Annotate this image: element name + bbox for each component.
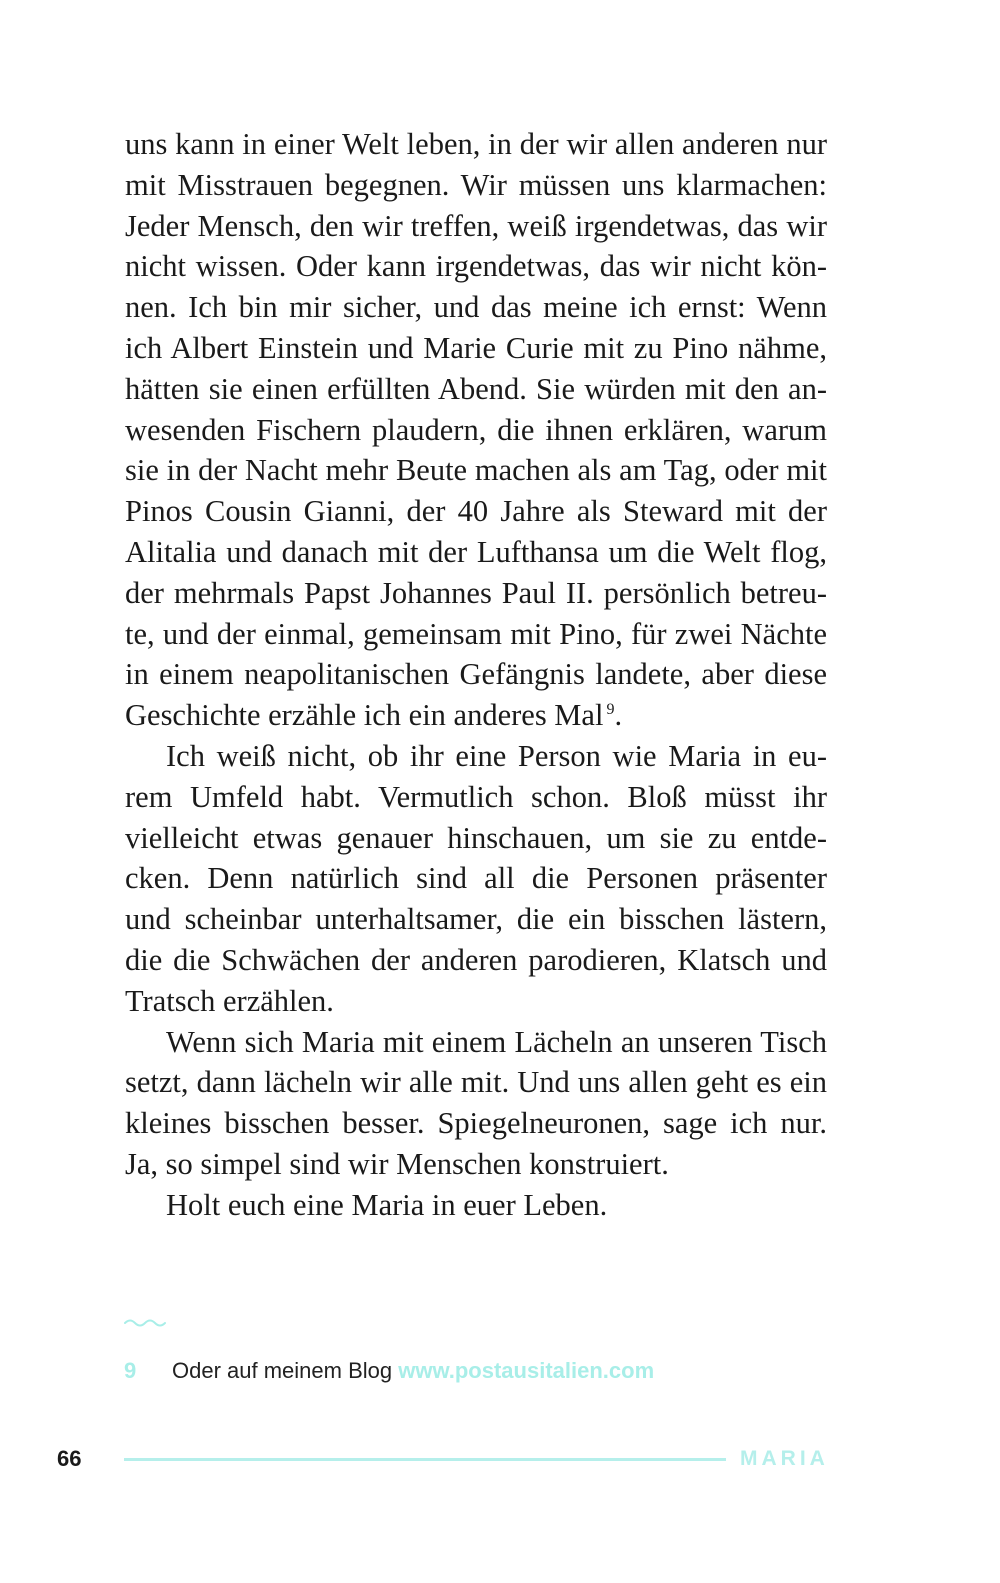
text-line: Pinos Cousin Gianni, der 40 Jahre als Steward mit der: [125, 494, 827, 529]
footnote: [124, 1355, 844, 1387]
footer-rule: [124, 1458, 726, 1461]
text-line: sie in der Nacht mehr Beute machen als am Tag, oder mit: [125, 453, 827, 488]
text-line: wesenden Fischern plaudern, die ihnen erklären, warum: [125, 412, 827, 447]
sentence-end: .: [614, 698, 623, 733]
text-line: Wenn sich Maria mit einem Lächeln an unseren Tisch: [166, 1024, 827, 1059]
text-line: Ich weiß nicht, ob ihr eine Person wie Maria in eu-: [166, 738, 827, 773]
page-number: 66: [57, 1446, 82, 1471]
text-line: in einem neapolitanischen Gefängnis landete, aber diese: [125, 657, 827, 692]
text-line: die die Schwächen der anderen parodieren, Klatsch und: [125, 942, 827, 977]
text-line: vielleicht etwas genauer hinschauen, um sie zu entde-: [125, 820, 827, 855]
text-line: uns kann in einer Welt leben, in der wir allen anderen nur: [125, 127, 827, 161]
body-text: [125, 124, 827, 1226]
footnote-text: Oder auf meinem Blog: [172, 1358, 399, 1383]
footnote-number: 9: [124, 1358, 137, 1383]
chapter-title: MARIA: [740, 1447, 829, 1470]
text-line: cken. Denn natürlich sind all die Personen präsenter: [125, 861, 827, 896]
text-line: hätten sie einen erfüllten Abend. Sie würden mit den an-: [125, 371, 827, 406]
text-line: Holt euch eine Maria in euer Leben.: [166, 1187, 608, 1222]
text-line: ich Albert Einstein und Marie Curie mit zu Pino nähme,: [125, 330, 827, 365]
text-line: Geschichte erzähle ich ein anderes Mal: [125, 698, 604, 733]
text-line: Tratsch erzählen.: [125, 983, 334, 1018]
text-line: mit Misstrauen begegnen. Wir müssen uns klarmachen:: [125, 167, 827, 202]
text-line: Jeder Mensch, den wir treffen, weiß irgendetwas, das wir: [125, 208, 827, 243]
text-line: rem Umfeld habt. Vermutlich schon. Bloß müsst ihr: [125, 779, 827, 814]
footnote-reference[interactable]: 9: [606, 701, 615, 719]
text-line: Alitalia und danach mit der Lufthansa um die Welt flog,: [125, 534, 827, 569]
text-line: te, und der einmal, gemeinsam mit Pino, für zwei Nächte: [125, 616, 827, 651]
text-line: der mehrmals Papst Johannes Paul II. persönlich betreu-: [125, 575, 827, 610]
text-line: kleines bisschen besser. Spiegelneuronen, sage ich nur.: [125, 1106, 827, 1141]
text-line: nicht wissen. Oder kann irgendetwas, das wir nicht kön-: [125, 249, 827, 284]
wave-divider-icon: [124, 1316, 168, 1330]
text-line: nen. Ich bin mir sicher, und das meine ich ernst: Wenn: [125, 290, 827, 325]
text-line: setzt, dann lächeln wir alle mit. Und uns allen geht es ein: [125, 1065, 827, 1100]
footnote-link[interactable]: www.postausitalien.com: [398, 1358, 655, 1383]
text-line-with-footnote: [125, 695, 827, 736]
text-line: Ja, so simpel sind wir Menschen konstruiert.: [125, 1146, 669, 1181]
text-line: und scheinbar unterhaltsamer, die ein bisschen lästern,: [125, 902, 827, 937]
